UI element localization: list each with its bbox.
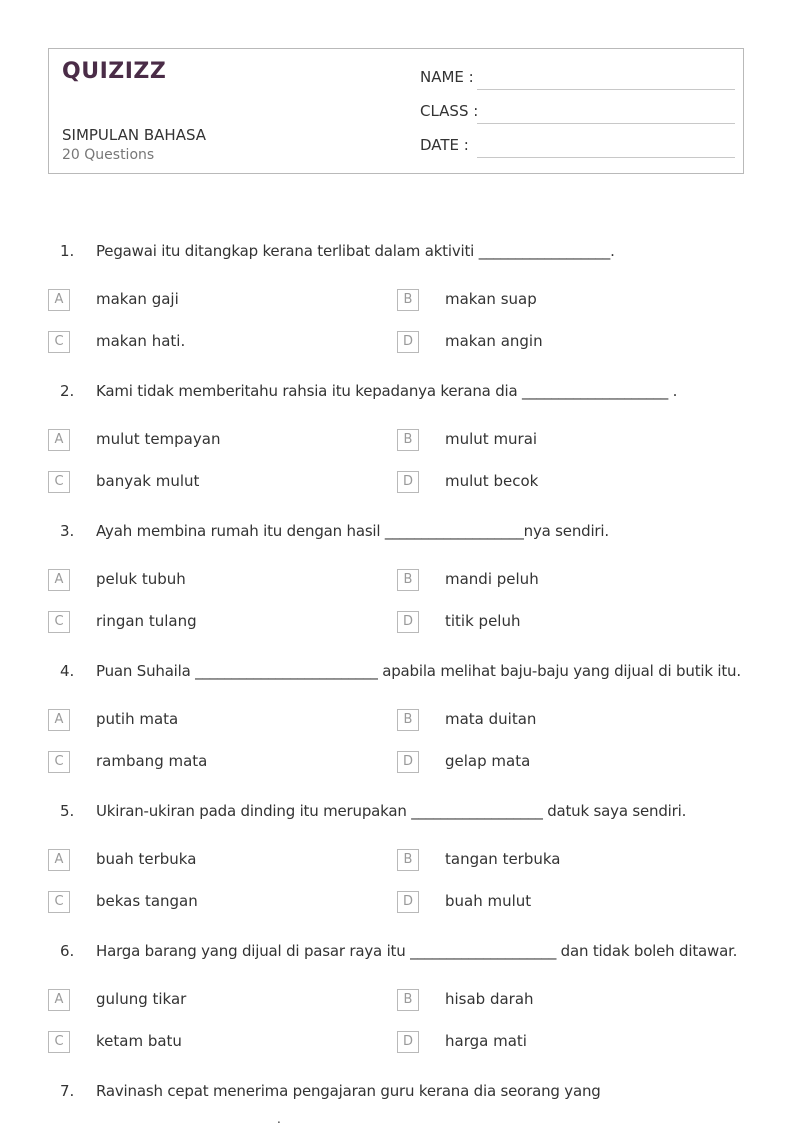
date-label: DATE : <box>420 136 469 154</box>
option-text: mata duitan <box>445 710 537 728</box>
class-label: CLASS : <box>420 102 479 120</box>
option-a[interactable] <box>48 569 348 593</box>
option-b[interactable] <box>397 429 697 453</box>
option-b[interactable] <box>397 569 697 593</box>
option-text: makan gaji <box>96 290 179 308</box>
option-c[interactable] <box>48 751 348 775</box>
option-text: mulut becok <box>445 472 539 490</box>
question-text: Puan Suhaila _________________________ apabila melihat baju-baju yang dijual di butik itu. <box>96 662 741 680</box>
class-field[interactable] <box>420 102 735 124</box>
option-letter-box[interactable]: B <box>397 289 419 311</box>
option-c[interactable] <box>48 1031 348 1055</box>
question-number: 5. <box>60 802 75 820</box>
option-d[interactable] <box>397 331 697 355</box>
option-a[interactable] <box>48 849 348 873</box>
option-letter-box[interactable]: B <box>397 429 419 451</box>
option-text: mulut tempayan <box>96 430 221 448</box>
option-text: gulung tikar <box>96 990 187 1008</box>
question-text: Ukiran-ukiran pada dinding itu merupakan __________________ datuk saya sendiri. <box>96 802 687 820</box>
option-d[interactable] <box>397 751 697 775</box>
option-text: peluk tubuh <box>96 570 186 588</box>
option-text: titik peluh <box>445 612 521 630</box>
option-letter-box[interactable]: A <box>48 429 70 451</box>
option-letter-box[interactable]: A <box>48 989 70 1011</box>
option-letter-box[interactable]: A <box>48 289 70 311</box>
option-c[interactable] <box>48 611 348 635</box>
option-letter-box[interactable]: C <box>48 1031 70 1053</box>
question-number: 6. <box>60 942 75 960</box>
option-b[interactable] <box>397 709 697 733</box>
question-number: 1. <box>60 242 75 260</box>
option-d[interactable] <box>397 1031 697 1055</box>
option-a[interactable] <box>48 989 348 1013</box>
option-a[interactable] <box>48 429 348 453</box>
name-field[interactable] <box>420 68 735 90</box>
option-text: buah mulut <box>445 892 532 910</box>
option-letter-box[interactable]: D <box>397 331 419 353</box>
option-b[interactable] <box>397 289 697 313</box>
option-c[interactable] <box>48 471 348 495</box>
question-number: 7. <box>60 1082 75 1100</box>
option-text: mandi peluh <box>445 570 539 588</box>
option-b[interactable] <box>397 849 697 873</box>
option-text: makan angin <box>445 332 543 350</box>
question-text: Kami tidak memberitahu rahsia itu kepadanya kerana dia ____________________ . <box>96 382 678 400</box>
option-c[interactable] <box>48 331 348 355</box>
option-text: putih mata <box>96 710 179 728</box>
option-d[interactable] <box>397 471 697 495</box>
option-letter-box[interactable]: D <box>397 891 419 913</box>
option-text: makan suap <box>445 290 537 308</box>
question-text: Pegawai itu ditangkap kerana terlibat dalam aktiviti __________________. <box>96 242 615 260</box>
question-number: 2. <box>60 382 75 400</box>
option-text: makan hati. <box>96 332 186 350</box>
date-field[interactable] <box>420 136 735 158</box>
option-letter-box[interactable]: A <box>48 849 70 871</box>
option-letter-box[interactable]: B <box>397 989 419 1011</box>
option-text: ketam batu <box>96 1032 182 1050</box>
option-c[interactable] <box>48 891 348 915</box>
option-text: ringan tulang <box>96 612 197 630</box>
worksheet-title: SIMPULAN BAHASA <box>62 126 207 144</box>
option-text: buah terbuka <box>96 850 197 868</box>
option-letter-box[interactable]: B <box>397 709 419 731</box>
trailing-mark: . <box>277 1112 281 1126</box>
option-a[interactable] <box>48 709 348 733</box>
option-d[interactable] <box>397 611 697 635</box>
option-b[interactable] <box>397 989 697 1013</box>
date-line[interactable] <box>477 157 735 158</box>
option-letter-box[interactable]: C <box>48 331 70 353</box>
option-letter-box[interactable]: C <box>48 471 70 493</box>
quizizz-logo: QUIZIZZ <box>62 59 167 84</box>
question-count: 20 Questions <box>62 147 155 163</box>
name-line[interactable] <box>477 89 735 90</box>
option-text: banyak mulut <box>96 472 200 490</box>
question-text: Ayah membina rumah itu dengan hasil ___________________nya sendiri. <box>96 522 609 540</box>
question-number: 3. <box>60 522 75 540</box>
option-letter-box[interactable]: D <box>397 751 419 773</box>
option-a[interactable] <box>48 289 348 313</box>
question-number: 4. <box>60 662 75 680</box>
option-text: hisab darah <box>445 990 534 1008</box>
option-text: gelap mata <box>445 752 531 770</box>
option-letter-box[interactable]: D <box>397 611 419 633</box>
option-letter-box[interactable]: A <box>48 709 70 731</box>
option-d[interactable] <box>397 891 697 915</box>
option-letter-box[interactable]: D <box>397 1031 419 1053</box>
option-letter-box[interactable]: C <box>48 891 70 913</box>
option-letter-box[interactable]: C <box>48 751 70 773</box>
option-text: tangan terbuka <box>445 850 561 868</box>
option-text: mulut murai <box>445 430 538 448</box>
worksheet-header <box>48 48 744 174</box>
option-letter-box[interactable]: C <box>48 611 70 633</box>
option-letter-box[interactable]: B <box>397 849 419 871</box>
option-text: harga mati <box>445 1032 527 1050</box>
name-label: NAME : <box>420 68 474 86</box>
option-letter-box[interactable]: B <box>397 569 419 591</box>
option-letter-box[interactable]: D <box>397 471 419 493</box>
option-letter-box[interactable]: A <box>48 569 70 591</box>
question-text: Harga barang yang dijual di pasar raya itu ____________________ dan tidak boleh ditawar. <box>96 942 738 960</box>
class-line[interactable] <box>477 123 735 124</box>
option-text: bekas tangan <box>96 892 198 910</box>
question-text: Ravinash cepat menerima pengajaran guru kerana dia seorang yang <box>96 1082 601 1100</box>
option-text: rambang mata <box>96 752 208 770</box>
